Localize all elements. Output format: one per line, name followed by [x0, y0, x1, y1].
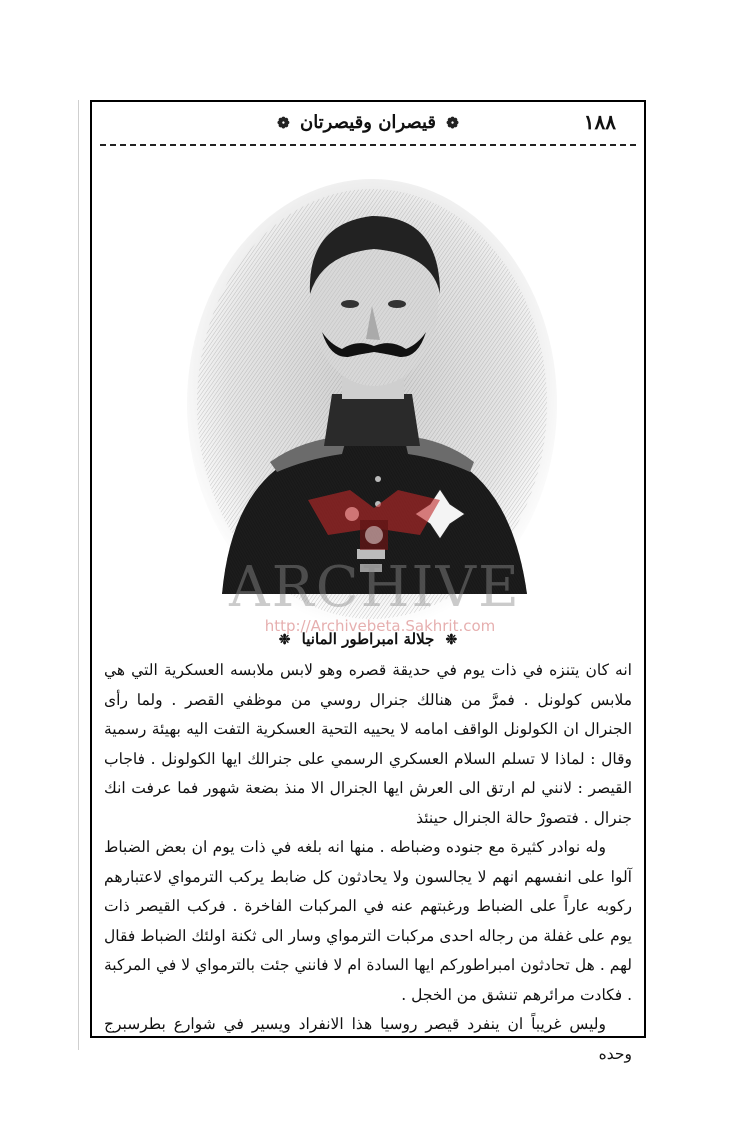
running-title-text: قيصران وقيصرتان: [299, 112, 437, 133]
caption-text: جلالة امبراطور المانيا: [301, 630, 435, 648]
watermark-url: http://Archivebeta.Sakhrit.com: [264, 617, 496, 635]
ornament-icon: ❉: [278, 632, 291, 648]
paragraph: وليس غريباً ان ينفرد قيصر روسيا هذا الانفراد ويسير في شوارع بطرسبرج وحده: [104, 1015, 632, 1063]
body-text: [104, 656, 632, 1069]
scan-edge: [78, 100, 79, 1050]
watermark-title: ARCHIVE: [229, 555, 521, 620]
portrait-caption: [92, 630, 644, 648]
paragraph: وله نوادر كثيرة مع جنوده وضباطه . منها انه بلغه في ذات يوم ان بعض الضباط آلوا على انفسهم انهم لا يجالسون ولا يحادثون كل ضابط يركب الترمواي لاعتبارهم ركوبه عاراً على الضباط ورغبتهم عنه في المركبات الفاخرة . فركب القيصر ذات يوم على غفلة من رجاله احدى مركبات الترمواي وسار الى ثكنة اولئك الضباط فقال لهم . هل تحادثون امبراطوركم ايها السادة ام لا فانني جئت بالترمواي لا في المركبة . فكادت مرائرهم تنشق من الخجل .: [104, 838, 632, 1004]
page-frame: [90, 100, 646, 1063]
paragraph: انه كان يتنزه في ذات يوم في حديقة قصره وهو لابس ملابسه العسكرية التي هي ملابس كولونل . فمرَّ من هنالك جنرال روسي من موظفي القصر . ولما رأى الجنرال ان الكولونل الواقف امامه لا يحييه التحية العسكرية التفت اليه بهيئة رسمية وقال : لماذا لا تسلم السلام العسكري الرسمي على جنرالك ايها الكولونل . فاجاب القيصر : لانني لم ارتق الى العرش ايها الجنرال الا منذ بضعة شهور فما عرفت انك جنرال . فتصورْ حالة الجنرال حينئذ: [104, 661, 632, 827]
ornament-icon: ❁: [277, 114, 290, 132]
page-number: ١٨٨: [583, 110, 616, 134]
page-header: [92, 102, 644, 146]
ornament-icon: ❁: [446, 114, 459, 132]
ornament-icon: ❉: [445, 632, 458, 648]
header-rule: [100, 144, 636, 146]
engraved-portrait-icon: [182, 154, 562, 632]
running-title: [92, 112, 644, 133]
